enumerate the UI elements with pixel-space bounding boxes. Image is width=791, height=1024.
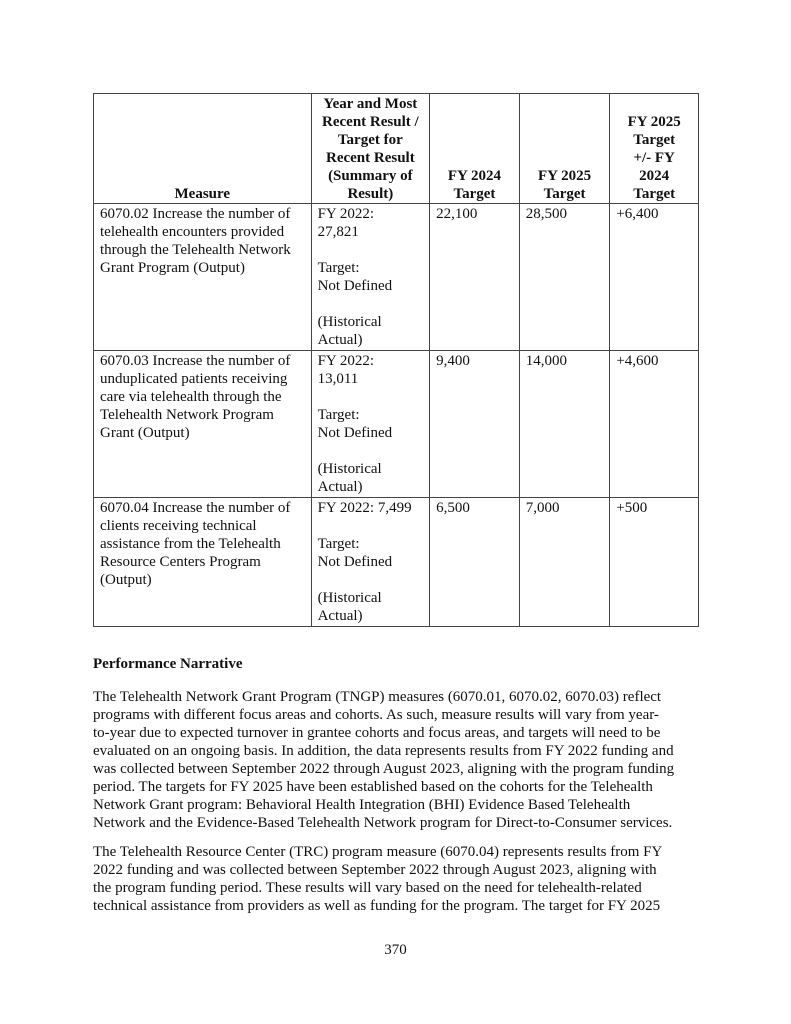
table-row [94, 351, 699, 498]
measure-cell: 6070.04 Increase the number of clients receiving technical assistance from the Telehealth Resource Centers Program (Output) [94, 498, 312, 627]
header-fy2025-target: FY 2025 Target [519, 94, 610, 204]
recent-result-cell: FY 2022: 27,821 Target: Not Defined (Historical Actual) [311, 204, 430, 351]
performance-measures-table [93, 93, 699, 627]
header-recent-result: Year and Most Recent Result / Target for Recent Result (Summary of Result) [311, 94, 430, 204]
fy2025-target-cell: 28,500 [519, 204, 610, 351]
header-fy2024-target: FY 2024 Target [430, 94, 520, 204]
narrative-paragraph-tngp: The Telehealth Network Grant Program (TNGP) measures (6070.01, 6070.02, 6070.03) reflect programs with different focus areas and cohorts. As such, measure results will vary from year- to-year due to expected turnover in grantee cohorts and focus areas, and targets will need to be evaluated on an ongoing basis. In addition, the data represents results from FY 2022 funding and was collected between September 2022 through August 2023, aligning with the program funding period. The targets for FY 2025 have been established based on the cohorts for the Telehealth Network Grant program: Behavioral Health Integration (BHI) Evidence Based Telehealth Network and the Evidence-Based Telehealth Network program for Direct-to-Consumer services. [93, 689, 675, 831]
measure-cell: 6070.02 Increase the number of telehealth encounters provided through the Telehealth Network Grant Program (Output) [94, 204, 312, 351]
recent-result-cell: FY 2022: 7,499 Target: Not Defined (Historical Actual) [311, 498, 430, 627]
header-measure: Measure [94, 94, 312, 204]
table-row [94, 498, 699, 627]
page-number: 370 [384, 942, 407, 958]
fy2024-target-cell: 9,400 [430, 351, 520, 498]
measure-cell: 6070.03 Increase the number of unduplicated patients receiving care via telehealth through the Telehealth Network Program Grant (Output) [94, 351, 312, 498]
fy2024-target-cell: 6,500 [430, 498, 520, 627]
narrative-paragraph-trc: The Telehealth Resource Center (TRC) program measure (6070.04) represents results from FY 2022 funding and was collected between September 2022 through August 2023, aligning with the program funding period. These results will vary based on the need for telehealth-related technical assistance from providers as well as funding for the program. The target for FY 2025 [93, 844, 663, 914]
table-row [94, 204, 699, 351]
fy2025-target-cell: 14,000 [519, 351, 610, 498]
target-difference-cell: +4,600 [610, 351, 699, 498]
table-header-row [94, 94, 699, 204]
fy2025-target-cell: 7,000 [519, 498, 610, 627]
fy2024-target-cell: 22,100 [430, 204, 520, 351]
performance-narrative-heading: Performance Narrative [93, 656, 243, 672]
recent-result-cell: FY 2022: 13,011 Target: Not Defined (Historical Actual) [311, 351, 430, 498]
header-target-difference: FY 2025 Target +/- FY 2024 Target [610, 94, 699, 204]
target-difference-cell: +6,400 [610, 204, 699, 351]
target-difference-cell: +500 [610, 498, 699, 627]
